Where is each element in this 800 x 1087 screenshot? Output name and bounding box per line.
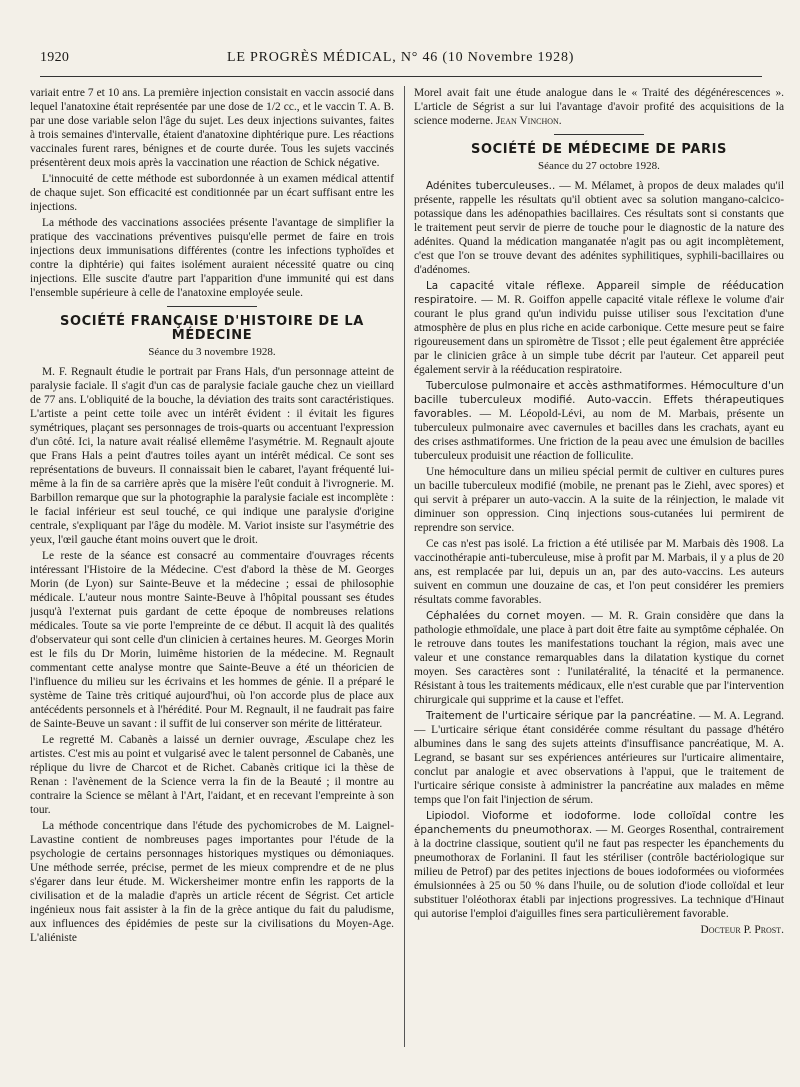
section-divider (554, 134, 644, 135)
article (414, 379, 784, 463)
paragraph: Le regretté M. Cabanès a laissé un dernier ouvrage, Æsculape chez les artistes. C'est mis au point et vulgarisé avec le talent personnel de Cabanès, une réplique du livre de Charcot et de Richet. Cabanès critique ici la thèse de Renan : l'avènement de la Science verra la fin de la Beauté ; il montre au contraire la Science se mêlant à l'Art, l'aidant, et en recevant l'empreinte à son tour. (30, 734, 394, 816)
article (414, 279, 784, 377)
article-text: — M. A. Legrand. — L'urticaire sérique étant considérée comme résultant du passage d'hétéro albumines dans le sang des sujets atteints d'insuffisance pancréatique, M. A. Legrand, se basant sur ses expériences antérieures sur l'urticaire alimentaire, conclut par analogie et avec observations à l'appui, que le traitement de l'urticaire sérique consiste à administrer la pancréatine aux malades en même temps que l'on fait l'injection de sérum. (414, 710, 784, 806)
society-title: SOCIÉTÉ FRANÇAISE D'HISTOIRE DE LA MÉDECINE (60, 314, 364, 343)
right-column (414, 86, 784, 1067)
article-title: Adénites tuberculeuses.. (426, 180, 556, 192)
paragraph: Une hémoculture dans un milieu spécial permit de cultiver en cultures pures un bacille tuberculeux modifié (mobile, ne prenant pas le Ziehl, avec spores) et qui servit à préparer un auto-vaccin. A la suite de la réinjection, le malade vit diminuer son oppression. Cinq injections sous-cutanées lui permirent de reprendre son service. (414, 466, 784, 534)
paragraph (414, 86, 784, 128)
article-text: — M. Léopold-Lévi, au nom de M. Marbais, présente un tuberculeux pulmonaire avec cavernules et bacilles dans les crachats, ayant eu des crises asthmatiformes. Une friction de la peau avec une émulsion de bacilles tuberculeux produisit une réaction de folliculite. (414, 408, 784, 462)
article-text: — M. Mélamet, à propos de deux malades qu'il présente, rappelle les résultats qu'il obtient avec sa solution mangano-calcico-potassique dans les adénopathies bacillaires. Ces résultats sont si constants que le traitement peut servir de pierre de touche pour le diagnostic de la nature des adénites. Quand la médication manganatée n'agit pas ou agit incomplètement, c'est que l'on se trouve devant des adénites syphilitiques, syphili-bacillaires ou d'adénomes. (414, 180, 784, 276)
article (414, 709, 784, 807)
session-date: Séance du 3 novembre 1928. (148, 346, 276, 358)
paragraph: M. F. Regnault étudie le portrait par Frans Hals, d'un personnage atteint de paralysie faciale. Il s'agit d'un cas de paralysie faciale gauche chez un vieillard de 77 ans. L'obliquité de la bouche, la déviation des traits sont caractéristiques. L'artiste a peint cette toile avec un intérêt évident : il évitait les figures symétriques, plaçant ses personnages de trois-quarts ou accentuant l'expression d'un côté. Ici, la nature avait réalisé ellemême l'asymétrie. M. Regnault ajoute que Frans Hals a peint d'autres toiles ayant un intérêt médical. Ce sont ses représentations de buveurs. Il connaissait bien le cabaret, l'ayant fréquenté lui-même à la fin de sa carrière après que la misère l'eût conduit à l'ivrognerie. M. Barbillon remarque que sur la photographie la paralysie faciale est incomplète : le facial inférieur est seul touché, ce qui indique une paralysie d'origine centrale, s'expliquant par l'âge du modèle. M. Variot insiste sur l'asymétrie des yeux, l'œil gauche étant moins ouvert que le droit. (30, 366, 394, 546)
article-text: — M. R. Grain considère que dans la pathologie ethmoïdale, une place à part doit être faite au symptôme céphalée. On le retrouve dans toutes les manifestations touchant la région, mais avec une valeur et une constance remarquables dans la dilatation kystique du cornet moyen. Ses caractères sont : l'unilatéralité, la ténacité et la permanence. Résistant à tous les traitements médicaux, elle n'est curable que par l'intervention chirurgicale qui supprime et la cause et l'effet. (414, 610, 784, 706)
author-signature: Jean Vinchon. (495, 115, 562, 127)
society-title: SOCIÉTÉ DE MÉDECIME DE PARIS (471, 142, 727, 157)
article-title: Traitement de l'urticaire sérique par la pancréatine. (426, 710, 696, 722)
article (414, 809, 784, 921)
page-number: 1920 (40, 50, 70, 65)
article (414, 179, 784, 277)
author-signature: Docteur P. Prost. (700, 924, 784, 936)
paragraph: Le reste de la séance est consacré au commentaire d'ouvrages récents intéressant l'Histoire de la Médecine. C'est d'abord la thèse de M. Georges Morin (de Lyon) sur Sainte-Beuve et la médecine ; essai de philosophie médicale. L'auteur nous montre Sainte-Beuve à l'hôpital poussant ses études jusqu'à l'externat puis gardant de cette époque de nombreuses relations médicales. Toute sa vie porte l'empreinte de ce début. Il acquit là des qualités d'observateur qui sont celle d'un clinicien à certaines heures. M. Georges Morin est le fils du Dr Morin, luimême historien de la médecine. M. Regnault commentant cette analyse montre que Sainte-Beuve a été un théoricien de l'influence du milieu sur les écrivains et les hommes de génie. Il a préparé le système de Taine très critiqué aujourd'hui, où l'on accorde plus de place aux antécédents personnels et à l'hérédité. Pour M. Regnault, il ne faudrait pas faire de Sainte-Beuve un savant : il suffit de lui conserver son mérite de littérateur. (30, 550, 394, 730)
article-text: — M. Georges Rosenthal, contrairement à la doctrine classique, soutient qu'il ne faut pas respecter les épanchements du pneumothorax de Forlanini. Il faut les stériliser (contrôle bactériologique sur milieu de Petrof) par des petites injections de boues iodoformées ou vioformées émulsionnées à 25 ou 50 % dans l'huile, ou de solution d'iode colloïdal et leur substituer l'oléothorax établi par injections progressives. La technique d'Hinaut qui autorise l'emploi d'aiguilles fines sera particulièrement favorable. (414, 824, 784, 920)
article-title: La capacité vitale réflexe. Appareil simple de rééducation respiratoire. (414, 280, 784, 306)
paragraph-text: Morel avait fait une étude analogue dans le « Traité des dégénérescences ». L'article de Ségrist a sur lui l'avantage d'avoir profité des acquisitions de la science moderne. (414, 87, 784, 127)
page-header (40, 50, 762, 74)
section-divider (167, 306, 257, 307)
paragraph: variait entre 7 et 10 ans. La première injection consistait en vaccin associé dans lequel l'anatoxine était représentée par une dose de 1/2 cc., et le vaccin T. A. B. par une dose variable selon l'âge du sujet. Les deux injections suivantes, faites à trois semaines d'intervalle, étaient d'anatoxine diphtérique pure. Les réactions vaccinales furent rares, bénignes et de courte durée. Tous les sujets vaccinés présentèrent deux mois après la vaccination une réaction de Schick négative. (30, 87, 394, 169)
paragraph: Ce cas n'est pas isolé. La friction a été utilisée par M. Marbais dès 1908. La vaccinothérapie anti-tuberculeuse, mise à profit par M. Marbais, il y a plus de 20 ans, est remplacée par lui, depuis un an, par des auto-vaccins. Les auteurs suivent en commun une douzaine de cas, et l'on peut considérer les premiers résultats comme favorables. (414, 538, 784, 606)
article-text: — M. R. Goiffon appelle capacité vitale réflexe le volume d'air courant le plus grand qu'un individu puisse utiliser sous l'excitation d'une atmosphère de plus en plus riche en acide carbonique. Cette mesure peut se faire rigoureusement dans un spiromètre de Tissot ; elle peut également être appréciée par le clinicien grâce à un simple tube décrit par l'auteur. Cet appareil peut également servir à la rééducation respiratoire. (414, 294, 784, 376)
column-separator (404, 86, 405, 1047)
article-title: Tuberculose pulmonaire et accès asthmatiformes. Hémoculture d'un bacille tuberculeux modifié. Auto-vaccin. Effets thérapeutiques favorables. (414, 380, 784, 420)
paragraph: La méthode des vaccinations associées présente l'avantage de simplifier la pratique des vaccinations préventives puisqu'elle permet de faire en trois injections deux immunisations différentes (contre les infections typhoïdes et contre la diphtérie) qui faites isolément auraient nécessité quatre ou cinq injections. Elle suscite d'autre part l'apparition d'une immunité qui est dans l'ensemble supérieure à celle de l'anatoxine employée seule. (30, 217, 394, 299)
paragraph: La méthode concentrique dans l'étude des pychomicrobes de M. Laignel-Lavastine contient de nombreuses pages importantes pour l'étude de la psychologie de certains personnages historiques mystiques ou démoniaques. Une méthode serrée, précise, permet de les mieux comprendre et de ne plus s'égarer dans leur étude. M. Wickersheimer montre enfin les rapports de la civilisation et de la maladie d'après un article récent de Ségrist. Cet article ingénieux nous fait assister à la fin de la grèce antique du fait du paludisme, aux influences des épidémies de peste sur la civilisations du Moyen-Age. L'aliéniste (30, 820, 394, 944)
left-column (30, 86, 394, 1067)
header-rule (40, 76, 762, 77)
session-date: Séance du 27 octobre 1928. (538, 160, 660, 172)
article-title: Lipiodol. Vioforme et iodoforme. Iode colloïdal contre les épanchements du pneumothorax. (414, 810, 784, 836)
journal-title: LE PROGRÈS MÉDICAL, N° 46 (10 Novembre 1928) (226, 50, 575, 65)
article (414, 609, 784, 707)
article-title: Céphalées du cornet moyen. (426, 610, 586, 622)
paragraph: L'innocuité de cette méthode est subordonnée à un examen médical attentif de chaque sujet. Son efficacité est conditionnée par un écart suffisant entre les injections. (30, 173, 394, 213)
